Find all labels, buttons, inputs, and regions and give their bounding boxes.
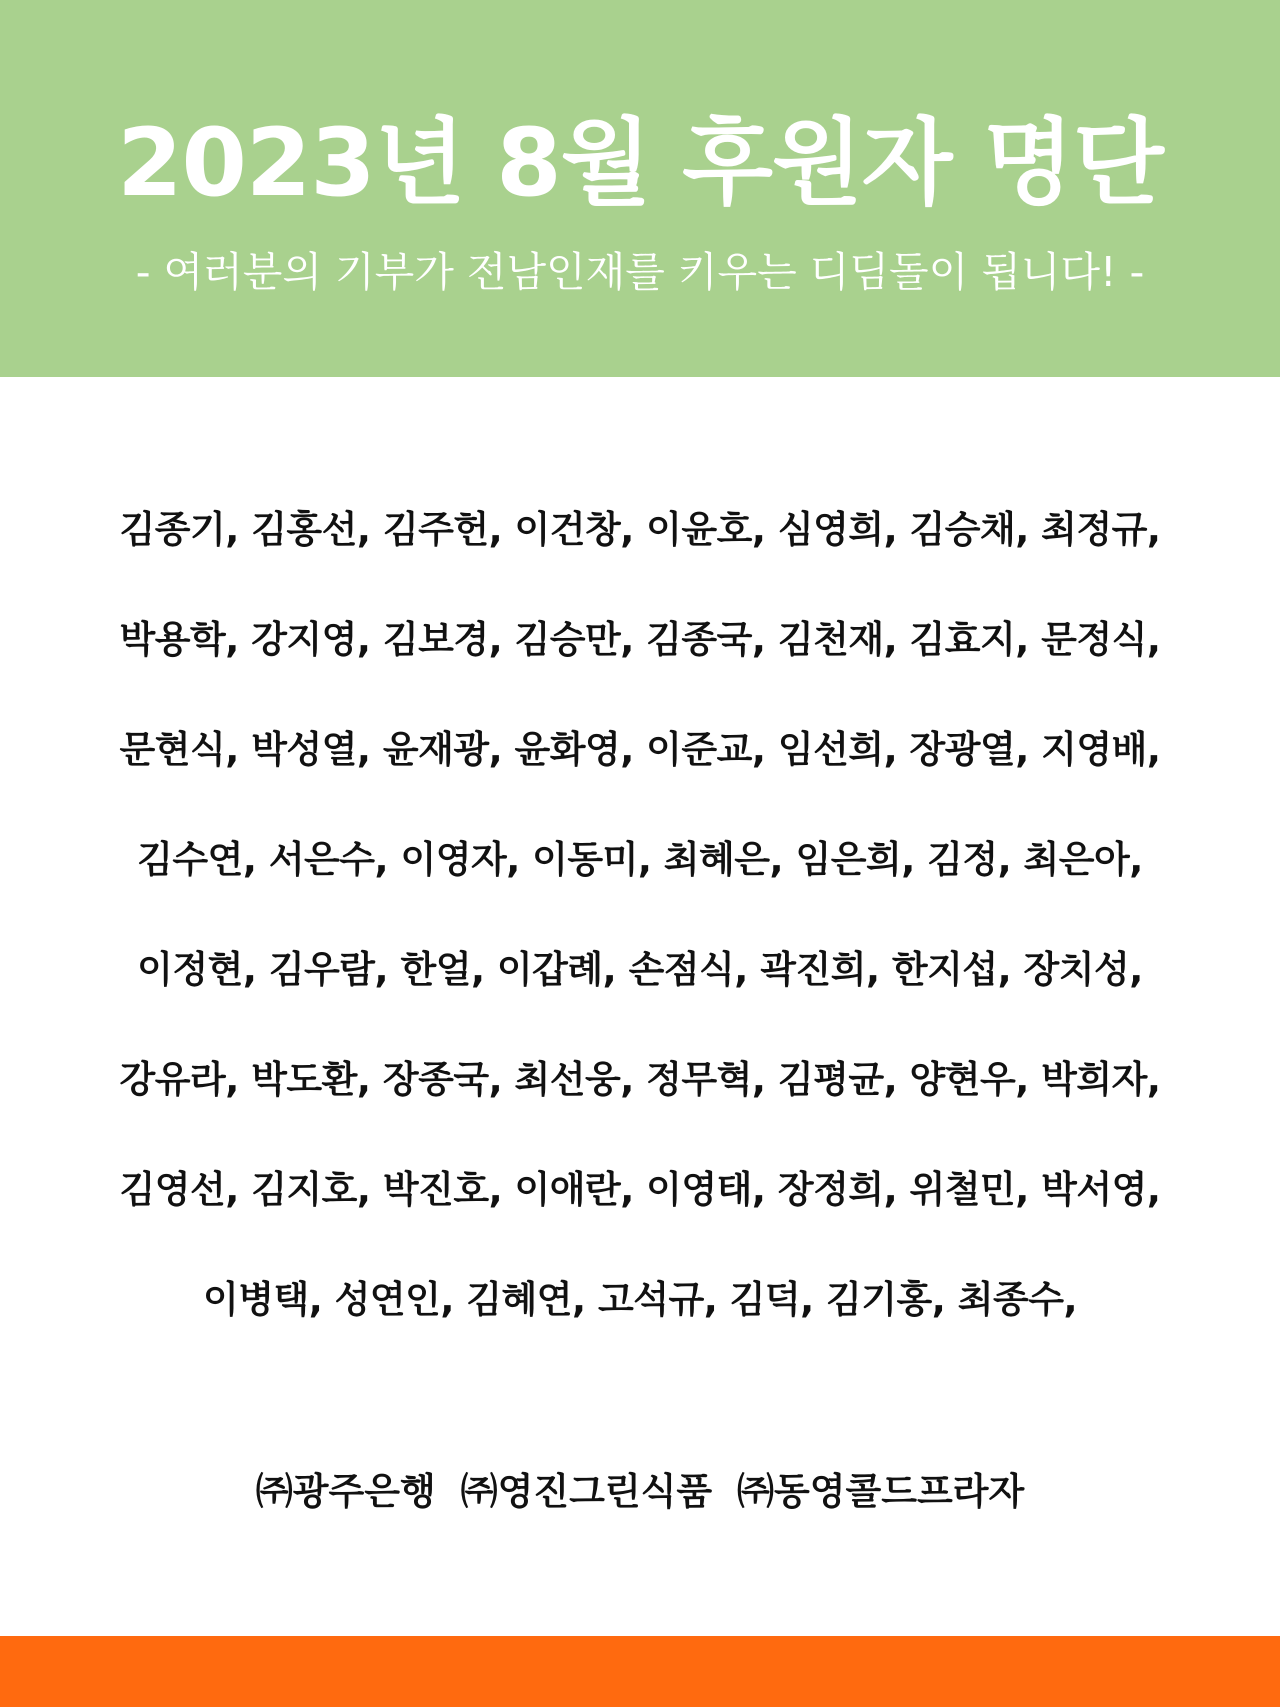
donor-row: 김수연, 서은수, 이영자, 이동미, 최혜은, 임은희, 김정, 최은아, <box>137 838 1143 881</box>
donor-row: 김종기, 김홍선, 김주헌, 이건창, 이윤호, 심영희, 김승채, 최정규, <box>119 508 1161 551</box>
donor-row: 강유라, 박도환, 장종국, 최선웅, 정무혁, 김평균, 양현우, 박희자, <box>119 1058 1161 1101</box>
donor-row: 김영선, 김지호, 박진호, 이애란, 이영태, 장정희, 위철민, 박서영, <box>119 1168 1161 1211</box>
page-subtitle: - 여러분의 기부가 전남인재를 키우는 디딤돌이 됩니다! - <box>135 248 1145 296</box>
page-title: 2023년 8월 후원자 명단 <box>117 109 1163 218</box>
sponsor-list <box>0 1462 1280 1522</box>
sponsor-name: ㈜광주은행 <box>255 1470 436 1513</box>
sponsor-name: ㈜영진그린식품 <box>460 1470 713 1513</box>
donor-row: 박용학, 강지영, 김보경, 김승만, 김종국, 김천재, 김효지, 문정식, <box>119 618 1161 661</box>
footer-bar <box>0 1636 1280 1707</box>
donor-row: 이병택, 성연인, 김혜연, 고석규, 김덕, 김기홍, 최종수, <box>202 1278 1078 1321</box>
donor-row: 이정현, 김우람, 한얼, 이갑례, 손점식, 곽진희, 한지섭, 장치성, <box>137 948 1143 991</box>
donor-list <box>0 498 1280 1378</box>
header-banner <box>0 0 1280 377</box>
sponsor-name: ㈜동영콜드프라자 <box>737 1470 1025 1513</box>
donor-row: 문현식, 박성열, 윤재광, 윤화영, 이준교, 임선희, 장광열, 지영배, <box>119 728 1161 771</box>
